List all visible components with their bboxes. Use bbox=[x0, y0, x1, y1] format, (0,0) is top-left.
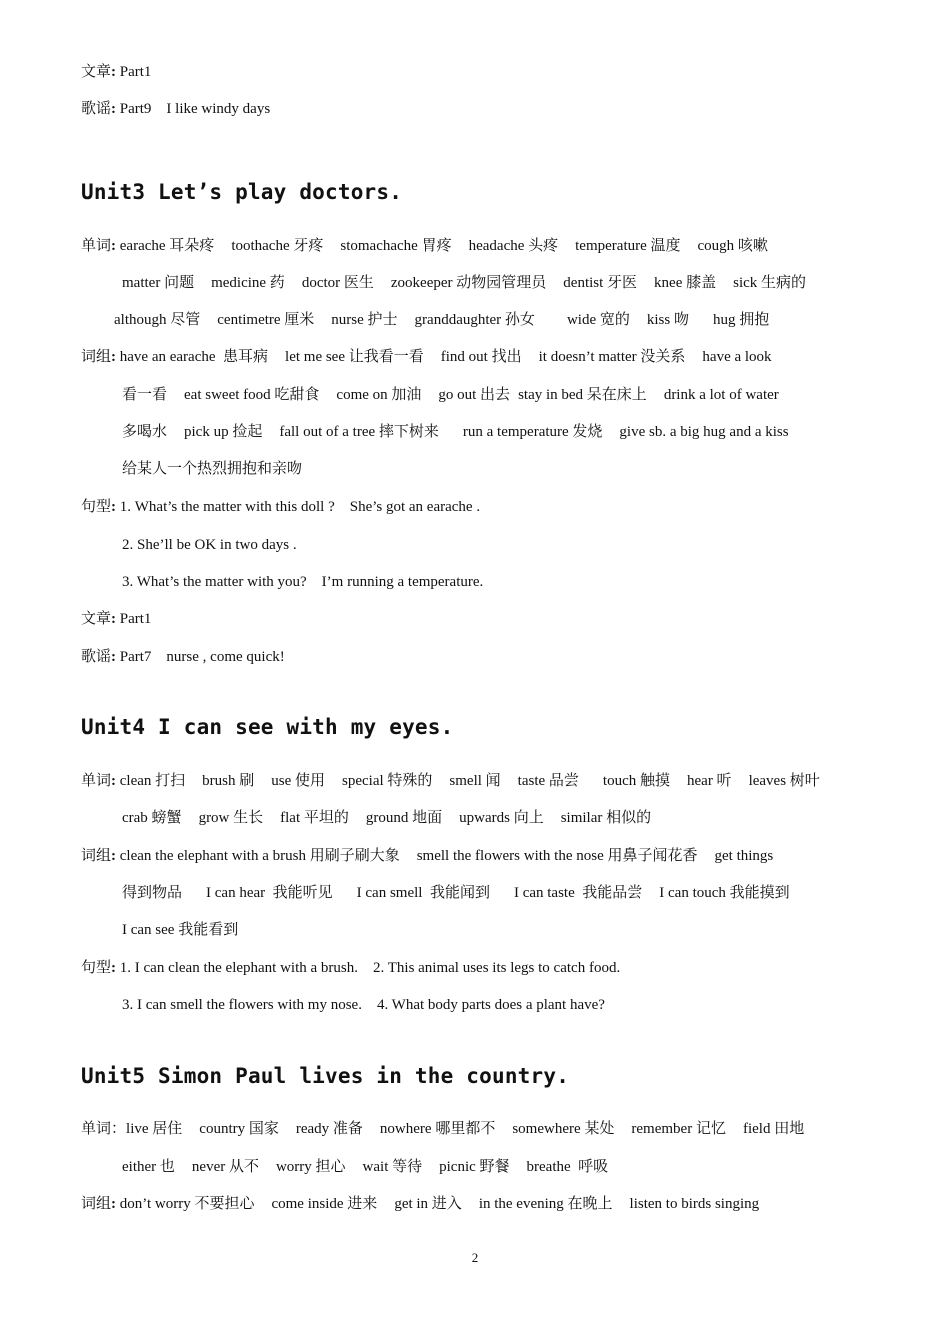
word-item: although 尽管 bbox=[114, 312, 201, 328]
label-words: 单词 bbox=[81, 773, 112, 789]
unit3-song-line: 歌谣: Part7 nurse , come quick! bbox=[81, 649, 285, 665]
unit3-phrases-line-1: 词组: have an earache 患耳病 let me see 让我看一看 find out 找出 it doesn’t matter 没关系 have a look bbox=[81, 349, 772, 365]
word-item: breathe 呼吸 bbox=[526, 1159, 609, 1175]
word-item: ready 准备 bbox=[295, 1121, 363, 1137]
word-item: hug 拥抱 bbox=[712, 312, 770, 328]
word-item: country 国家 bbox=[199, 1121, 279, 1137]
article-text: Part1 bbox=[119, 64, 152, 80]
label-words: 单词 bbox=[81, 238, 112, 254]
label-song: 歌谣 bbox=[81, 649, 112, 665]
label-phrases: 词组 bbox=[81, 848, 112, 864]
word-item: never 从不 bbox=[191, 1159, 259, 1175]
phrase-item: come inside 进来 bbox=[271, 1196, 378, 1212]
label-sentences: 句型 bbox=[81, 499, 112, 515]
phrase-item: come on 加油 bbox=[336, 387, 422, 403]
word-item: crab 螃蟹 bbox=[122, 810, 182, 826]
word-item: grow 生长 bbox=[198, 810, 264, 826]
sentence-item: 2. She’ll be OK in two days . bbox=[122, 537, 297, 553]
word-item: dentist 牙医 bbox=[563, 275, 638, 291]
phrase-item: it doesn’t matter 没关系 bbox=[538, 349, 686, 365]
word-item: centimetre 厘米 bbox=[217, 312, 315, 328]
word-item: clean 打扫 bbox=[119, 773, 186, 789]
word-item: wide 宽的 bbox=[566, 312, 630, 328]
word-item: cough 咳嗽 bbox=[697, 238, 768, 254]
page-number: 2 bbox=[471, 1250, 479, 1265]
word-item: toothache 牙疼 bbox=[231, 238, 324, 254]
word-item: live 居住 bbox=[126, 1121, 183, 1137]
unit3-sentence-2 bbox=[122, 535, 297, 555]
word-item: nowhere 哪里都不 bbox=[379, 1121, 496, 1137]
phrase-item: listen to birds singing bbox=[629, 1196, 760, 1212]
label-article: 文章 bbox=[81, 611, 112, 627]
phrase-item: get things bbox=[714, 848, 774, 864]
word-item: remember 记忆 bbox=[631, 1121, 726, 1137]
sentence-item: 3. What’s the matter with you? I’m running a temperature. bbox=[122, 574, 484, 590]
song-text: Part9 I like windy days bbox=[119, 101, 271, 117]
unit3-phrases-line-3 bbox=[122, 422, 789, 442]
label-phrases: 词组 bbox=[81, 1196, 112, 1212]
sentence-item: 1. I can clean the elephant with a brush. 2. This animal uses its legs to catch food. bbox=[119, 960, 621, 976]
phrase-item: I can taste 我能品尝 bbox=[513, 885, 643, 901]
phrase-item: 多喝水 bbox=[122, 424, 168, 440]
article-text: Part1 bbox=[119, 611, 152, 627]
label-phrases: 词组 bbox=[81, 349, 112, 365]
unit3-sentence-3 bbox=[122, 572, 483, 592]
unit5-words-line-2 bbox=[122, 1157, 608, 1177]
word-item: wait 等待 bbox=[362, 1159, 423, 1175]
word-item: stomachache 胃疼 bbox=[340, 238, 452, 254]
phrase-item: 看一看 bbox=[122, 387, 168, 403]
phrase-item: clean the elephant with a brush 用刷子刷大象 bbox=[119, 848, 400, 864]
word-item: matter 问题 bbox=[122, 275, 195, 291]
unit3-phrases-line-4 bbox=[122, 459, 302, 479]
phrase-item: run a temperature 发烧 bbox=[462, 424, 603, 440]
phrase-item: let me see 让我看一看 bbox=[285, 349, 424, 365]
phrase-item: 得到物品 bbox=[122, 885, 183, 901]
word-item: hear 听 bbox=[687, 773, 732, 789]
word-item: zookeeper 动物园管理员 bbox=[390, 275, 547, 291]
unit3-words-line-3 bbox=[114, 310, 769, 330]
label-words: 单词 bbox=[81, 1121, 112, 1137]
label-article: 文章 bbox=[81, 64, 112, 80]
unit5-title: Unit5 Simon Paul lives in the country. bbox=[81, 1064, 570, 1088]
unit3-words-line-2 bbox=[122, 273, 806, 293]
word-item: touch 触摸 bbox=[602, 773, 670, 789]
unit5-phrases-line-1: 词组: don’t worry 不要担心 come inside 进来 get in 进入 in the evening 在晚上 listen to birds singing bbox=[81, 1196, 760, 1212]
word-item: field 田地 bbox=[742, 1121, 805, 1137]
phrase-item: fall out of a tree 摔下树来 bbox=[279, 424, 439, 440]
song-text: Part7 nurse , come quick! bbox=[119, 649, 285, 665]
unit5-words-line-1: 单词：live 居住 country 国家 ready 准备 nowhere 哪里都不 somewhere 某处 remember 记忆 field 田地 bbox=[81, 1121, 805, 1137]
word-item: taste 品尝 bbox=[517, 773, 579, 789]
word-item: headache 头疼 bbox=[468, 238, 559, 254]
label-sentences: 句型 bbox=[81, 960, 112, 976]
phrase-item: don’t worry 不要担心 bbox=[119, 1196, 255, 1212]
word-item: kiss 吻 bbox=[646, 312, 689, 328]
word-item: flat 平坦的 bbox=[280, 810, 349, 826]
word-item: sick 生病的 bbox=[733, 275, 807, 291]
phrase-item: 给某人一个热烈拥抱和亲吻 bbox=[122, 461, 303, 477]
word-item: earache 耳朵疼 bbox=[119, 238, 215, 254]
phrase-item: have a look bbox=[702, 349, 772, 365]
word-item: use 使用 bbox=[271, 773, 326, 789]
phrase-item: I can hear 我能听见 bbox=[206, 885, 333, 901]
word-item: granddaughter 孙女 bbox=[414, 312, 535, 328]
word-item: either 也 bbox=[122, 1159, 175, 1175]
word-item: picnic 野餐 bbox=[439, 1159, 510, 1175]
phrase-item: get in 进入 bbox=[394, 1196, 462, 1212]
unit4-sentence-1: 句型: 1. I can clean the elephant with a brush. 2. This animal uses its legs to catch food. bbox=[81, 960, 621, 976]
unit3-article-line: 文章: Part1 bbox=[81, 611, 152, 627]
word-item: ground 地面 bbox=[365, 810, 443, 826]
phrase-item: find out 找出 bbox=[440, 349, 522, 365]
word-item: temperature 温度 bbox=[575, 238, 681, 254]
word-item: brush 刷 bbox=[202, 773, 255, 789]
word-item: somewhere 某处 bbox=[512, 1121, 615, 1137]
phrase-item: drink a lot of water bbox=[663, 387, 779, 403]
phrase-item: I can smell 我能闻到 bbox=[356, 885, 490, 901]
unit4-words-line-2 bbox=[122, 808, 651, 828]
phrase-item: eat sweet food 吃甜食 bbox=[184, 387, 320, 403]
phrase-item: smell the flowers with the nose 用鼻子闻花香 bbox=[416, 848, 698, 864]
phrase-item: have an earache 患耳病 bbox=[119, 349, 269, 365]
word-item: smell 闻 bbox=[449, 773, 501, 789]
phrase-item: stay in bed 呆在床上 bbox=[518, 387, 647, 403]
unit3-title: Unit3 Let’s play doctors. bbox=[81, 180, 403, 204]
song-line: 歌谣: Part9 I like windy days bbox=[81, 101, 271, 117]
sentence-item: 1. What’s the matter with this doll ? She’s got an earache . bbox=[119, 499, 481, 515]
word-item: doctor 医生 bbox=[301, 275, 374, 291]
word-item: leaves 树叶 bbox=[748, 773, 820, 789]
unit3-phrases-line-2 bbox=[122, 385, 779, 405]
word-item: medicine 药 bbox=[211, 275, 285, 291]
article-line: 文章: Part1 bbox=[81, 64, 152, 80]
word-item: special 特殊的 bbox=[342, 773, 433, 789]
sentence-item: 3. I can smell the flowers with my nose. 4. What body parts does a plant have? bbox=[122, 997, 605, 1013]
unit4-sentence-2 bbox=[122, 995, 605, 1015]
unit4-phrases-line-1: 词组: clean the elephant with a brush 用刷子刷大象 smell the flowers with the nose 用鼻子闻花香 get things bbox=[81, 848, 774, 864]
word-item: knee 膝盖 bbox=[654, 275, 717, 291]
word-item: similar 相似的 bbox=[560, 810, 652, 826]
word-item: nurse 护士 bbox=[331, 312, 398, 328]
label-song: 歌谣 bbox=[81, 101, 112, 117]
unit4-title: Unit4 I can see with my eyes. bbox=[81, 715, 454, 739]
unit4-phrases-line-2 bbox=[122, 883, 790, 903]
unit3-sentence-1: 句型: 1. What’s the matter with this doll ? She’s got an earache . bbox=[81, 499, 481, 515]
unit4-phrases-line-3 bbox=[122, 920, 238, 940]
phrase-item: I can see 我能看到 bbox=[122, 922, 239, 938]
phrase-item: in the evening 在晚上 bbox=[478, 1196, 613, 1212]
phrase-item: go out 出去 bbox=[438, 387, 511, 403]
phrase-item: I can touch 我能摸到 bbox=[659, 885, 790, 901]
phrase-item: give sb. a big hug and a kiss bbox=[619, 424, 789, 440]
unit3-words-line-1: 单词: earache 耳朵疼 toothache 牙疼 stomachache 胃疼 headache 头疼 temperature 温度 cough 咳嗽 bbox=[81, 238, 768, 254]
phrase-item: pick up 捡起 bbox=[184, 424, 263, 440]
word-item: worry 担心 bbox=[275, 1159, 346, 1175]
unit4-words-line-1: 单词: clean 打扫 brush 刷 use 使用 special 特殊的 smell 闻 taste 品尝 touch 触摸 hear 听 leaves 树叶 bbox=[81, 773, 820, 789]
word-item: upwards 向上 bbox=[459, 810, 544, 826]
